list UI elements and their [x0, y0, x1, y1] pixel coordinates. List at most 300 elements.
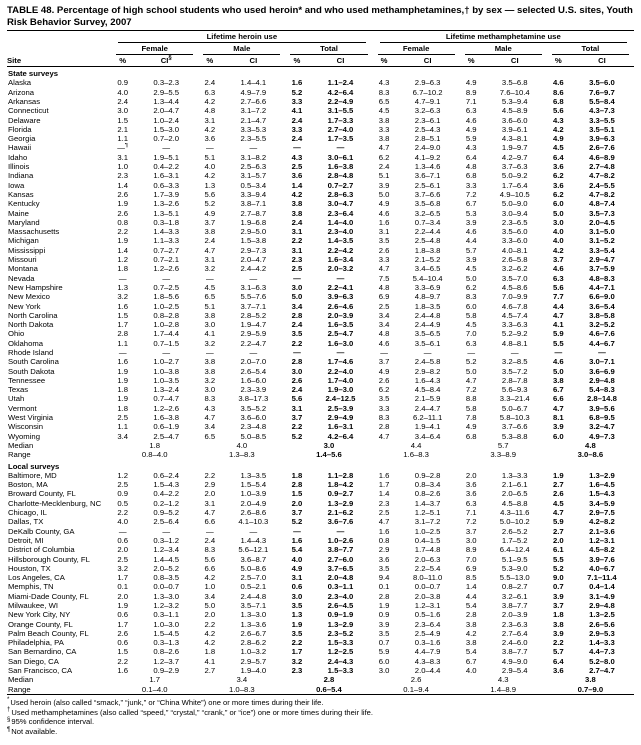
ci-cell: 1.2–2.6	[153, 264, 180, 274]
percent-cell: 4.4	[465, 591, 477, 601]
percent-cell: 4.6	[552, 78, 564, 88]
percent-cell: 8.3	[378, 413, 390, 423]
site-cell: Iowa	[8, 180, 25, 190]
percent-cell: 3.8	[465, 638, 477, 648]
ci-cell: 2.3–5.2	[327, 628, 354, 638]
ci-cell: 1.6–3.8	[327, 162, 354, 172]
percent-cell: 5.2	[291, 517, 303, 527]
percent-cell: 4.4	[465, 236, 477, 246]
ci-cell: 3.8–7.7	[327, 545, 354, 555]
percent-cell: 4.9	[378, 366, 390, 376]
ci-cell: 0.2–1.2	[153, 498, 180, 508]
table-row	[7, 620, 634, 629]
ci-cell: 0.3–1.8	[153, 217, 180, 227]
ci-cell: 1.4–3.3	[153, 227, 180, 237]
percent-cell: —	[205, 347, 214, 357]
percent-cell: 3.6	[552, 180, 564, 190]
ci-cell: 2.8–5.1	[414, 134, 441, 144]
percent-cell: 3.6	[465, 489, 477, 499]
site-cell: Kentucky	[8, 199, 40, 209]
percent-cell: 3.8	[465, 619, 477, 629]
table-row	[7, 199, 634, 208]
percent-cell: 0.8	[117, 217, 129, 227]
percent-cell: 7.2	[465, 385, 477, 395]
percent-cell: 2.2	[117, 508, 129, 518]
ci-cell: 3.1–5.2	[589, 236, 615, 246]
ci-cell: 3.1–5.7	[240, 171, 267, 181]
ci-cell: 1.2–3.1	[589, 535, 615, 545]
percent-cell: 1.4	[378, 489, 390, 499]
ci-cell: 3.1–5.5	[327, 106, 354, 116]
table-row	[7, 218, 634, 227]
ci-cell: 1.3–4.4	[153, 96, 180, 106]
ci-cell: 2.6–5.8	[501, 255, 528, 265]
percent-cell: 2.0	[117, 591, 129, 601]
ci-cell: 1.6–3.1	[153, 171, 180, 181]
table-row	[7, 88, 634, 97]
ci-cell: 5.5–8.4	[589, 96, 615, 106]
percent-cell: 3.7	[291, 413, 303, 423]
percent-cell: 4.7	[378, 264, 390, 274]
percent-cell: 4.9	[552, 134, 564, 144]
percent-cell: 3.7	[378, 357, 390, 367]
ci-cell: 4.2–6.4	[327, 87, 354, 97]
ci-cell: 2.1–3.6	[589, 526, 615, 536]
percent-cell: 3.5	[291, 628, 303, 638]
percent-cell: 6.9	[378, 292, 390, 302]
summary-label-cell: Median	[8, 440, 34, 450]
ci-cell: 1.8–5.6	[153, 292, 180, 302]
ci-cell: 1.6–3.5	[327, 320, 354, 330]
percent-cell: 2.4	[204, 78, 216, 88]
section-header-row	[7, 67, 634, 79]
percent-cell: 0.8	[378, 535, 390, 545]
ci-cell: 5.5–7.6	[240, 292, 267, 302]
ci-cell: 2.6–4.6	[327, 301, 354, 311]
table-row	[7, 320, 634, 329]
table-row	[7, 311, 634, 320]
site-cell: Maine	[8, 208, 29, 218]
percent-cell: 6.3	[465, 106, 477, 116]
ci-cell: 2.6–5.4	[240, 366, 267, 376]
percent-cell: 4.6	[552, 264, 564, 274]
ci-cell: 4.1–10.3	[238, 517, 269, 527]
percent-column-header: %	[373, 55, 396, 67]
subheader-male-meth: Male	[460, 43, 547, 54]
site-cell: Wyoming	[8, 431, 40, 441]
percent-cell: 3.1	[204, 498, 216, 508]
table-row	[7, 236, 634, 245]
table-row	[7, 78, 634, 87]
percent-cell: 4.6	[378, 338, 390, 348]
site-cell: Mississippi	[8, 245, 46, 255]
percent-cell: 2.8	[291, 357, 303, 367]
footnotes	[7, 698, 634, 737]
percent-cell: 1.5	[117, 115, 129, 125]
ci-cell: 1.3–2.5	[589, 610, 615, 620]
percent-cell: 4.3	[552, 115, 564, 125]
ci-cell: 0.8–2.6	[414, 489, 441, 499]
percent-cell: 4.0	[204, 162, 216, 172]
ci-cell: 3.3–6.3	[501, 320, 528, 330]
percent-cell: 4.8	[204, 106, 216, 116]
percent-cell: 1.8	[117, 385, 129, 395]
percent-cell: —	[205, 526, 214, 536]
summary-row	[7, 441, 634, 450]
percent-cell: 3.3	[465, 180, 477, 190]
ci-cell: 5.3–8.8	[501, 431, 528, 441]
summary-value-cell: 2.8	[323, 675, 335, 685]
ci-cell: 2.9–5.9	[240, 329, 267, 339]
ci-column-header: CI	[396, 55, 460, 67]
percent-cell: 5.0	[552, 366, 564, 376]
percent-cell: 2.3	[117, 171, 129, 181]
percent-cell: 3.5	[291, 601, 303, 610]
ci-cell: 1.8–3.8	[414, 245, 441, 255]
percent-cell: 3.0	[378, 666, 390, 676]
ci-cell: 2.0–3.9	[327, 310, 354, 320]
percent-cell: —	[205, 143, 214, 153]
percent-cell: 1.6	[117, 666, 129, 676]
percent-cell: 3.9	[465, 255, 477, 265]
ci-cell: 3.6–6.0	[501, 115, 528, 125]
ci-cell: 3.8–7.7	[501, 601, 528, 610]
group-header-row	[7, 31, 634, 44]
percent-cell: 1.0	[117, 162, 129, 172]
ci-cell: 4.3–7.3	[589, 106, 615, 116]
ci-cell: 2.2–4.7	[240, 338, 267, 348]
percent-cell: 4.5	[204, 282, 216, 292]
ci-cell: 2.9–6.3	[414, 78, 441, 88]
percent-cell: 3.0	[204, 385, 216, 395]
ci-cell: 3.6–7.1	[414, 171, 441, 181]
table-row	[7, 573, 634, 582]
percent-cell: 2.7	[204, 666, 216, 676]
summary-label-cell: Range	[8, 684, 31, 694]
ci-cell: 7.6–9.7	[589, 87, 615, 97]
percent-cell: 7.0	[465, 554, 477, 564]
ci-cell: 5.0–8.6	[240, 563, 267, 573]
percent-cell: 3.5	[291, 329, 303, 339]
percent-cell: 5.7	[552, 647, 564, 657]
site-cell: Miami-Dade County, FL	[8, 591, 89, 601]
summary-value-cell: 1.6–8.3	[403, 450, 429, 460]
ci-cell: 4.4–7.1	[589, 282, 615, 292]
percent-cell: 3.0	[291, 366, 303, 376]
percent-cell: 1.5	[117, 310, 129, 320]
percent-cell: 3.6	[378, 554, 390, 564]
ci-cell: 2.2–4.9	[327, 96, 354, 106]
percent-cell: 2.4	[291, 320, 303, 330]
ci-cell: 2.2–4.1	[327, 282, 354, 292]
ci-cell: 5.2–9.2	[501, 329, 528, 339]
percent-cell: 1.9	[117, 236, 129, 246]
ci-cell: 2.5–6.1	[414, 180, 441, 190]
percent-cell: 6.3	[465, 498, 477, 508]
percent-cell: 3.4	[204, 591, 216, 601]
ci-column-header	[134, 55, 198, 67]
percent-cell: 4.7	[378, 517, 390, 527]
ci-cell: 1.5–3.3	[327, 666, 354, 676]
ci-cell: 2.0–6.5	[501, 489, 528, 499]
percent-cell: 7.2	[465, 189, 477, 199]
percent-cell: 1.9	[117, 375, 129, 385]
summary-label-cell: Range	[8, 450, 31, 460]
ci-cell: 1.6–3.8	[153, 413, 180, 423]
percent-cell: 2.3	[378, 498, 390, 508]
ci-cell: 6.7–10.2	[412, 87, 443, 97]
ci-cell: 1.6–3.4	[327, 255, 354, 265]
ci-cell: 3.3–21.4	[499, 394, 530, 404]
percent-cell: 2.4	[378, 162, 390, 172]
table-row	[7, 190, 634, 199]
percent-cell: 6.0	[552, 199, 564, 209]
ci-cell: 2.3–4.0	[327, 591, 354, 601]
ci-cell: 5.0–10.2	[499, 517, 530, 527]
table-row	[7, 125, 634, 134]
ci-cell: —	[249, 273, 258, 283]
percent-cell: 0.7	[552, 582, 564, 592]
ci-cell: 1.9–6.8	[240, 217, 267, 227]
ci-cell: 4.7–8.2	[589, 189, 615, 199]
ci-cell: 4.8–8.1	[501, 338, 528, 348]
table-row	[7, 143, 634, 152]
percent-cell: 2.8	[291, 480, 303, 490]
percent-cell: 6.7	[465, 656, 477, 666]
ci-cell: 3.5–5.1	[589, 124, 615, 134]
ci-cell: 3.1–4.9	[589, 591, 615, 601]
ci-cell: 3.6–8.7	[240, 554, 267, 564]
ci-cell: 0.5–1.6	[414, 610, 441, 620]
ci-cell: 6.2–11.1	[412, 413, 443, 423]
percent-cell: 1.3	[204, 180, 216, 190]
percent-cell: 2.4	[291, 134, 303, 144]
site-cell: Arizona	[8, 87, 35, 97]
table-row	[7, 348, 634, 357]
percent-cell: 2.2	[117, 656, 129, 666]
percent-cell: 3.1	[378, 227, 390, 237]
percent-cell: 3.7	[291, 508, 303, 518]
ci-cell: 3.8–7.7	[501, 647, 528, 657]
summary-value-cell: 3.3–8.9	[490, 450, 517, 460]
site-cell: Memphis, TN	[8, 582, 54, 592]
ci-cell: —	[249, 143, 258, 153]
site-cell: South Carolina	[8, 357, 59, 367]
percent-cell: —	[380, 347, 388, 357]
ci-cell: 2.9–5.3	[589, 628, 615, 638]
site-cell: Hawaii	[8, 143, 32, 153]
percent-cell: 3.6	[552, 162, 564, 172]
percent-cell: 4.0	[552, 227, 564, 237]
percent-cell: —	[293, 347, 301, 357]
percent-cell: 1.6	[378, 526, 390, 536]
ci-cell: 4.5–8.4	[414, 385, 441, 395]
percent-cell: 5.7	[465, 245, 477, 255]
ci-cell: 1.6–3.0	[327, 338, 354, 348]
percent-cell: 2.5	[117, 480, 129, 490]
percent-cell: 2.6	[291, 375, 303, 385]
ci-cell: 1.2–3.1	[414, 601, 441, 610]
percent-column-header: %	[111, 55, 134, 67]
ci-cell: 2.7–8.7	[240, 208, 267, 218]
ci-cell: 3.7–6.6	[501, 422, 528, 432]
site-cell: San Diego, CA	[8, 656, 59, 666]
ci-cell: 3.1–8.2	[240, 152, 267, 162]
percent-cell: 4.2	[552, 124, 564, 134]
site-cell: Montana	[8, 264, 38, 274]
ci-cell: —	[336, 143, 345, 153]
ci-cell: 1.1–3.3	[153, 236, 180, 246]
percent-cell: 4.6	[465, 115, 477, 125]
site-cell: DeKalb County, GA	[8, 526, 75, 536]
table-row	[7, 385, 634, 394]
percent-cell: —	[554, 347, 563, 357]
percent-cell: 5.9	[465, 134, 477, 144]
ci-cell: 1.4–3.7	[414, 498, 441, 508]
ci-cell: 3.5–7.1	[240, 601, 267, 610]
percent-cell: 4.9	[465, 124, 477, 134]
percent-cell: 2.1	[117, 124, 129, 134]
ci-cell: 3.2–8.5	[501, 357, 528, 367]
percent-cell: 2.5	[117, 554, 129, 564]
ci-cell: 1.8–4.2	[327, 480, 354, 490]
percent-cell: 4.0	[465, 666, 477, 676]
ci-cell: —	[598, 347, 606, 357]
percent-cell: 8.1	[552, 413, 564, 423]
ci-cell: 4.5–8.9	[501, 106, 528, 116]
percent-cell: 4.0	[291, 554, 303, 564]
percent-cell: 3.3	[291, 96, 303, 106]
ci-cell: 1.5–3.3	[327, 638, 354, 648]
ci-cell: 2.6–5.2	[501, 526, 528, 536]
ci-cell: 3.8–5.8	[589, 310, 615, 320]
site-cell: North Carolina	[8, 310, 58, 320]
percent-cell: —	[118, 273, 127, 283]
footnote	[7, 698, 634, 708]
ci-cell: 4.5–8.8	[501, 498, 528, 508]
percent-cell: 2.0	[117, 545, 129, 555]
percent-cell: 7.1	[465, 96, 477, 106]
percent-cell: 6.5	[204, 292, 216, 302]
percent-cell: 4.6	[378, 208, 390, 218]
ci-cell: 1.2–5.1	[414, 508, 441, 518]
ci-cell: 1.5–3.0	[153, 124, 180, 134]
ci-cell: 1.9–4.1	[414, 422, 441, 432]
percent-cell: 6.3	[465, 338, 477, 348]
table-row	[7, 116, 634, 125]
percent-cell: 3.9	[552, 422, 564, 432]
table-row	[7, 610, 634, 619]
footnote	[7, 708, 634, 718]
percent-cell: 4.3	[204, 403, 216, 413]
ci-cell: 6.8–9.5	[589, 413, 615, 423]
percent-cell: 6.4	[465, 152, 477, 162]
percent-cell: 4.5	[552, 498, 564, 508]
ci-cell: 3.5–6.5	[414, 329, 441, 339]
percent-cell: 6.5	[204, 431, 216, 441]
ci-cell: 0.7–1.5	[153, 338, 180, 348]
summary-value-cell: 3.0–8.6	[577, 450, 604, 460]
percent-cell: 3.7	[204, 217, 216, 227]
percent-cell: 3.0	[465, 535, 477, 545]
percent-cell: 4.2	[204, 124, 216, 134]
site-cell: North Dakota	[8, 320, 54, 330]
table-row	[7, 545, 634, 554]
ci-cell: 1.1–2.4	[327, 78, 354, 88]
summary-value-cell: 0.8–4.0	[141, 450, 168, 460]
ci-cell: 0.3–1.2	[153, 535, 180, 545]
ci-cell: 3.4–6.5	[414, 264, 441, 274]
ci-cell: 2.8–5.2	[240, 310, 267, 320]
table-row	[7, 274, 634, 283]
ci-cell: 2.4–6.0	[501, 638, 528, 648]
percent-cell: 1.5	[117, 647, 129, 657]
ci-cell: 5.0–6.7	[501, 403, 528, 413]
percent-cell: 6.2	[378, 152, 390, 162]
site-cell: Maryland	[8, 217, 40, 227]
percent-cell: 4.3	[378, 78, 390, 88]
percent-cell: 3.7	[552, 255, 564, 265]
summary-value-cell: 1.8	[149, 440, 161, 450]
table-row	[7, 629, 634, 638]
percent-cell: 2.5	[378, 301, 390, 311]
ci-cell: 5.6–9.3	[501, 385, 528, 395]
percent-cell: 8.9	[465, 545, 477, 555]
ci-cell: 3.2–5.2	[589, 320, 615, 330]
percent-cell: 7.8	[465, 413, 477, 423]
percent-cell: 0.1	[117, 582, 129, 592]
ci-cell: 0.4–1.5	[414, 535, 441, 545]
percent-cell: 5.4	[465, 647, 477, 657]
percent-cell: 5.3	[465, 208, 477, 218]
ci-cell: 0.4–2.2	[153, 489, 180, 499]
ci-cell: 2.9–5.4	[501, 666, 528, 676]
percent-cell: 3.8	[378, 115, 390, 125]
percent-cell: 6.2	[552, 189, 564, 199]
percent-cell: 5.9	[552, 517, 564, 527]
percent-cell: 8.6	[552, 87, 564, 97]
ci-cell: —	[249, 347, 258, 357]
ci-cell: 5.0–8.5	[240, 431, 267, 441]
table-row	[7, 480, 634, 489]
ci-label: CI	[160, 55, 169, 65]
percent-cell: 3.0	[291, 591, 303, 601]
percent-cell: 2.0	[204, 610, 216, 620]
percent-cell: 2.2	[291, 338, 303, 348]
percent-cell: 4.8	[465, 162, 477, 172]
site-cell: Idaho	[8, 152, 28, 162]
ci-column-header: CI	[483, 55, 547, 67]
ci-cell: 5.0–9.2	[501, 171, 528, 181]
ci-cell: 1.4–4.1	[240, 78, 267, 88]
ci-cell: 2.5–4.3	[414, 124, 441, 134]
site-column-header: Site	[7, 55, 111, 67]
percent-cell: 5.6	[204, 554, 216, 564]
percent-cell: 4.3	[291, 152, 303, 162]
site-cell: Texas	[8, 385, 29, 395]
ci-cell: 4.0–6.7	[589, 563, 615, 573]
summary-value-cell: 0.6–5.4	[316, 684, 342, 694]
ci-cell: 4.9–7.3	[589, 431, 615, 441]
ci-cell: 1.0–2.8	[153, 320, 180, 330]
ci-footnote-marker: §	[168, 55, 172, 62]
ci-cell: 3.3–5.3	[240, 124, 267, 134]
ci-cell: 1.7–3.3	[327, 115, 354, 125]
table-row	[7, 376, 634, 385]
ci-cell: 1.8–3.5	[414, 301, 441, 311]
footnote-marker: ¶	[124, 143, 129, 149]
percent-cell: 3.4	[378, 320, 390, 330]
